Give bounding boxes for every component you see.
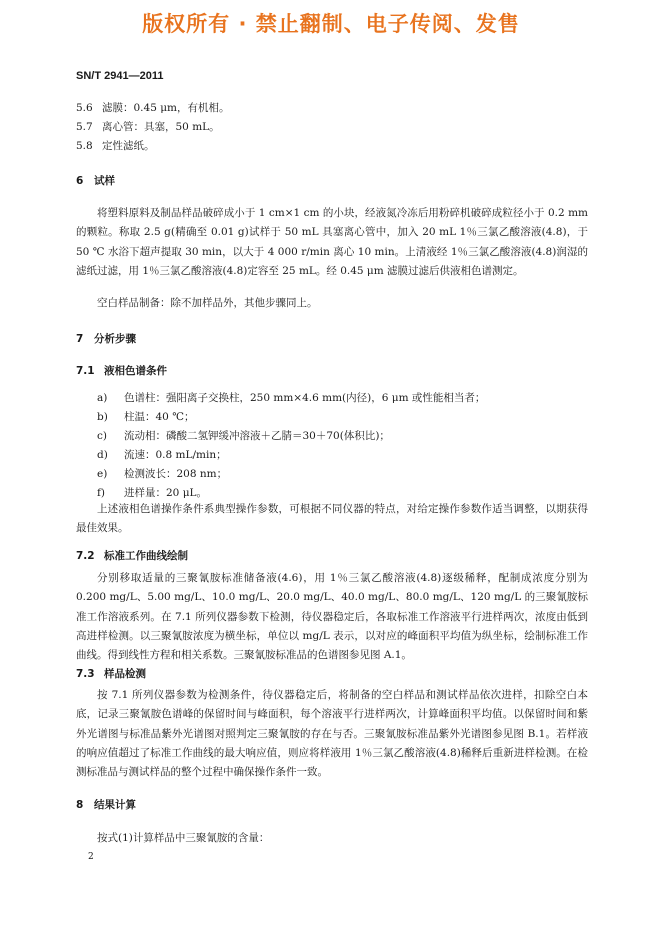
condition-item-b: b) 柱温：40 ℃； [97,411,195,423]
section-6-blank-sample: 空白样品制备：除不加样品外，其他步骤同上。 [97,297,318,309]
condition-item-a: a) 色谱柱：强阳离子交换柱，250 mm×4.6 mm(内径)，6 μm 或性能相当者； [97,392,486,404]
page-number: 2 [88,852,94,862]
condition-item-f: f) 进样量：20 μL。 [97,487,207,499]
list-item-5-6: 5.6 滤膜：0.45 μm，有机相。 [76,102,230,114]
list-item-5-8: 5.8 定性滤纸。 [76,140,155,152]
section-6-heading: 6 试样 [76,175,115,187]
section-7-3-paragraph: 按 7.1 所列仪器参数为检测条件，待仪器稳定后，将制备的空白样品和测试样品依次进样，扣除空白本底，记录三聚氰胺色谱峰的保留时间与峰面积，每个溶液平行进样两次，计算峰面积平均值。以保留时间和紫外光谱图与标准品紫外光谱图对照判定三聚氰胺的存在与否。三聚氰胺标准品紫外光谱图参见图 B.1。若样液的响应值超过了标准工作曲线的最大响应值，则应将样液用 1％三氯乙酸溶液(4.8)稀释后重新进样检测。在检测标准品与测试样品的整个过程中确保操作条件一致。 [76,689,588,779]
section-7-2-heading: 7.2 标准工作曲线绘制 [76,550,188,562]
section-7-2-paragraph: 分别移取适量的三聚氰胺标准储备液(4.6)，用 1％三氯乙酸溶液(4.8)逐级稀释，配制成浓度分别为 0.200 mg/L、5.00 mg/L、10.0 mg/L、20.0 mg/L、40.0 mg/L、80.0 mg/L、120 mg/L 的三聚氰胺标准工作溶液系列。在 7.1 所列仪器参数下检测，待仪器稳定后，各取标准工作溶液平行进样两次，浓度由低到高进样检测。以三聚氰胺浓度为横坐标，单位以 mg/L 表示，以对应的峰面积平均值为纵坐标，绘制标准工作曲线。得到线性方程和相关系数。三聚氰胺标准品的色谱图参见图 A.1。 [76,572,588,662]
section-8-paragraph: 按式(1)计算样品中三聚氰胺的含量： [97,832,270,844]
copyright-banner: 版权所有 · 禁止翻制、电子传阅、发售 [142,12,520,36]
condition-item-e: e) 检测波长：208 nm； [97,468,228,480]
section-8-heading: 8 结果计算 [76,799,136,811]
section-7-1-note: 上述液相色谱操作条件系典型操作参数，可根据不同仪器的特点，对给定操作参数作适当调整，以期获得最佳效果。 [76,503,588,535]
standard-code: SN/T 2941—2011 [76,70,164,82]
section-7-1-heading: 7.1 液相色谱条件 [76,365,167,377]
section-7-heading: 7 分析步骤 [76,333,136,345]
section-7-3-heading: 7.3 样品检测 [76,668,146,680]
list-item-5-7: 5.7 离心管：具塞，50 mL。 [76,121,220,133]
condition-item-c: c) 流动相：磷酸二氢钾缓冲溶液＋乙腈＝30＋70(体积比)； [97,430,390,442]
condition-item-d: d) 流速：0.8 mL/min； [97,449,227,461]
section-6-paragraph: 将塑料原料及制品样品破碎成小于 1 cm×1 cm 的小块，经液氮冷冻后用粉碎机破碎成粒径小于 0.2 mm 的颗粒。称取 2.5 g(精确至 0.01 g)试样于 50 mL 具塞离心管中，加入 20 mL 1％三氯乙酸溶液(4.8)，于 50 ℃ 水浴下超声提取 30 min，以大于 4 000 r/min 离心 10 min。上清液经 1％三氯乙酸溶液(4.8)润湿的滤纸过滤，用 1％三氯乙酸溶液(4.8)定容至 25 mL。经 0.45 μm 滤膜过滤后供液相色谱测定。 [76,207,588,277]
